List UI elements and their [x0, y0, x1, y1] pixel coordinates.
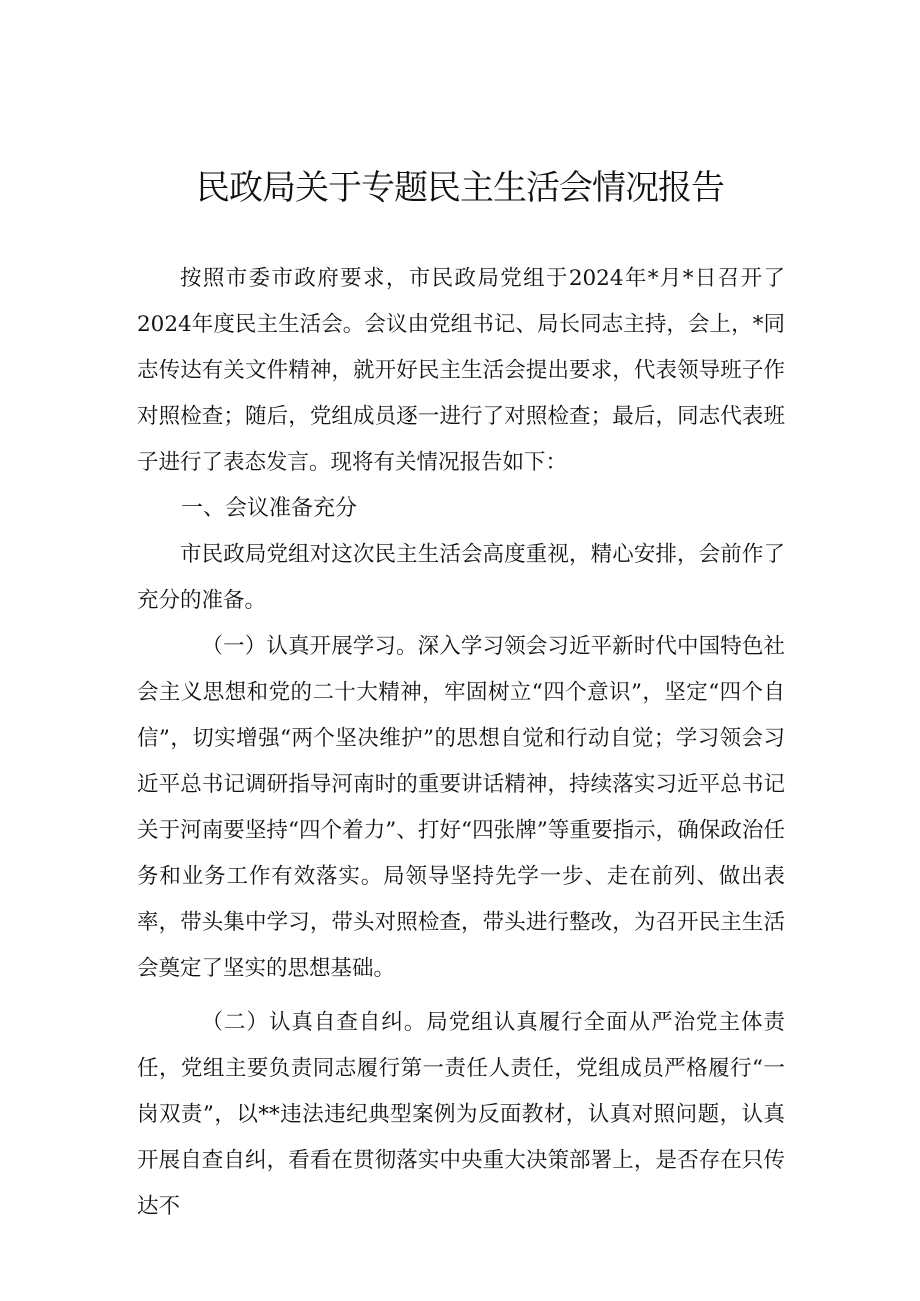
subsection-selfcheck-paragraph: （二）认真自查自纠。局党组认真履行全面从严治党主体责任，党组主要负责同志履行第一责任人责任，党组成员严格履行“一岗双责”，以**违法违纪典型案例为反面教材，认真对照问题，认真开展自查自纠，看看在贯彻落实中央重大决策部署上，是否存在只传达不 [137, 1010, 785, 1219]
document-body [137, 256, 785, 1230]
document-title: 民政局关于专题民主生活会情况报告 [196, 168, 724, 208]
subsection-study-paragraph: （一）认真开展学习。深入学习领会习近平新时代中国特色社会主义思想和党的二十大精神，牢固树立“四个意识”，坚定“四个自信”，切实增强“两个坚决维护”的思想自觉和行动自觉；学习领会习近平总书记调研指导河南时的重要讲话精神，持续落实习近平总书记关于河南要坚持“四个着力”、打好“四张牌”等重要指示，确保政治任务和业务工作有效落实。局领导坚持先学一步、走在前列、做出表率，带头集中学习，带头对照检查，带头进行整改，为召开民主生活会奠定了坚实的思想基础。 [137, 634, 785, 981]
section-heading: 一、会议准备充分 [181, 496, 358, 521]
intro-paragraph: 按照市委市政府要求，市民政局党组于2024年*月*日召开了2024年度民主生活会。会议由党组书记、局长同志主持，会上，*同志传达有关文件精神，就开好民主生活会提出要求，代表领导班子作对照检查；随后，党组成员逐一进行了对照检查；最后，同志代表班子进行了表态发言。现将有关情况报告如下： [137, 266, 785, 475]
section-intro-paragraph: 市民政局党组对这次民主生活会高度重视，精心安排，会前作了充分的准备。 [137, 542, 785, 613]
